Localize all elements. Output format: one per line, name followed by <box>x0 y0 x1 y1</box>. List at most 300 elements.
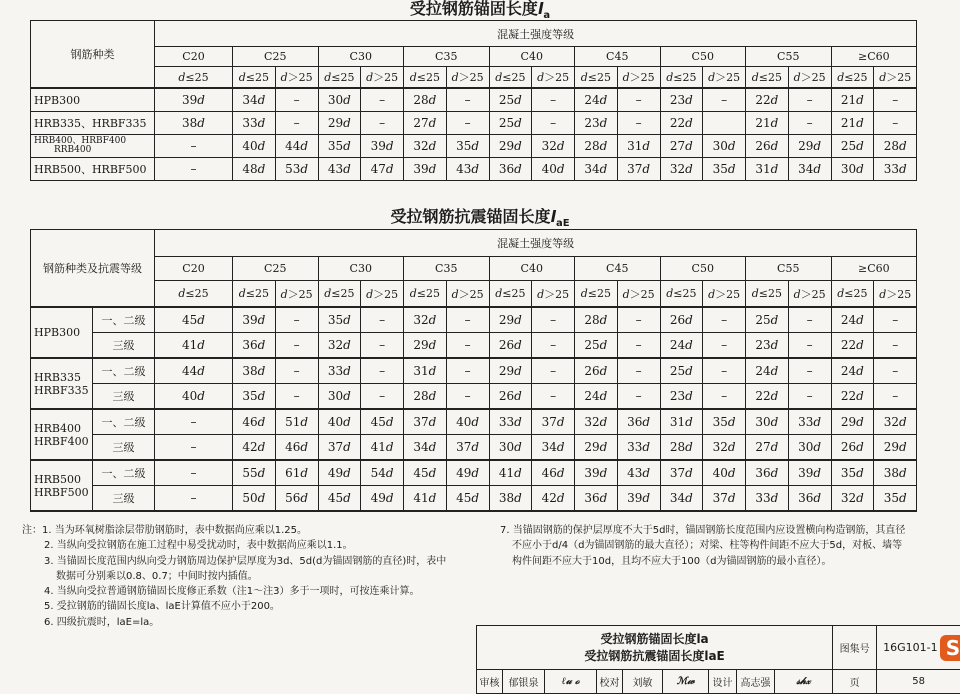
anchorage-value: 35d <box>233 384 276 410</box>
anchorage-value: – <box>703 333 746 359</box>
bar-type-label: HRB400、HRBF400 RRB400 <box>31 135 155 158</box>
bar-type-header: 钢筋种类 <box>31 21 155 89</box>
bar-type-label: HRB335、HRBF335 <box>31 112 155 135</box>
anchorage-value: 40d <box>233 135 276 158</box>
anchorage-value: – <box>874 307 917 333</box>
grade-8: ≥C60 <box>831 257 917 281</box>
anchorage-value: 49d <box>361 486 404 512</box>
notes-right <box>478 523 908 569</box>
anchorage-value: – <box>788 333 831 359</box>
table1-title: 受拉钢筋锚固长度$l_a$ <box>409 0 551 22</box>
anchorage-value: 24d <box>831 307 874 333</box>
diameter-gt-25: d＞25 <box>275 281 318 308</box>
anchorage-value: 31d <box>746 158 789 181</box>
diameter-gt-25: d＞25 <box>361 281 404 308</box>
table-row <box>31 158 917 181</box>
anchorage-value: 25d <box>831 135 874 158</box>
anchorage-value: 25d <box>660 358 703 384</box>
seismic-level-label: 三级 <box>93 486 155 512</box>
anchorage-value: 39d <box>788 460 831 486</box>
anchorage-value: 33d <box>874 158 917 181</box>
anchorage-value: – <box>275 333 318 359</box>
grade-7: C55 <box>746 47 832 67</box>
anchorage-value: 23d <box>575 112 618 135</box>
anchorage-value: 41d <box>404 486 447 512</box>
anchorage-value: – <box>275 112 318 135</box>
anchorage-value: – <box>275 307 318 333</box>
table-row <box>31 384 917 410</box>
seismic-level-label: 一、二级 <box>93 409 155 435</box>
diameter-gt-25: d＞25 <box>532 67 575 89</box>
anchorage-value: 25d <box>575 333 618 359</box>
designer-signature: 𝓈𝒽𝓍 <box>775 670 833 694</box>
bar-type-label: HRB400 HRBF400 <box>31 409 93 460</box>
anchorage-value: – <box>275 358 318 384</box>
anchorage-value: 22d <box>831 333 874 359</box>
note-item: 5. 受拉钢筋的锚固长度la、laE计算值不应小于200。 <box>44 601 280 613</box>
note-item: 2. 当纵向受拉钢筋在施工过程中易受扰动时，表中数据尚应乘以1.1。 <box>44 540 353 552</box>
anchorage-value: 30d <box>318 88 361 112</box>
note-item: 6. 四级抗震时，laE=la。 <box>44 616 160 628</box>
page-number: 58 <box>877 670 960 694</box>
anchorage-value: 33d <box>489 409 532 435</box>
sogou-logo-icon: S <box>940 635 960 661</box>
checker-signature: ℳ𝓌 <box>663 670 709 694</box>
atlas-label: 图集号 <box>833 626 877 670</box>
anchorage-value: – <box>361 307 404 333</box>
anchorage-value: 28d <box>404 384 447 410</box>
anchorage-value: 36d <box>746 460 789 486</box>
diameter-gt-25: d＞25 <box>788 281 831 308</box>
anchorage-value: 36d <box>489 158 532 181</box>
anchorage-value: 37d <box>703 486 746 512</box>
anchorage-value: 29d <box>489 135 532 158</box>
diameter-gt-25: d＞25 <box>532 281 575 308</box>
anchorage-value: 24d <box>660 333 703 359</box>
anchorage-value: 34d <box>404 435 447 461</box>
anchorage-value: 43d <box>446 158 489 181</box>
diameter-gt-25: d＞25 <box>275 67 318 89</box>
anchorage-value: 36d <box>788 486 831 512</box>
anchorage-value: 26d <box>489 333 532 359</box>
anchorage-value: 40d <box>318 409 361 435</box>
anchorage-value: – <box>446 112 489 135</box>
anchorage-value: 29d <box>874 435 917 461</box>
anchorage-value: 46d <box>532 460 575 486</box>
anchorage-value: 33d <box>617 435 660 461</box>
anchorage-value: 31d <box>660 409 703 435</box>
anchorage-value: – <box>874 333 917 359</box>
anchorage-value: – <box>155 486 233 512</box>
anchorage-value: 26d <box>831 435 874 461</box>
anchorage-value: 34d <box>660 486 703 512</box>
anchorage-value: 24d <box>575 88 618 112</box>
seismic-level-label: 一、二级 <box>93 460 155 486</box>
page-label: 页 <box>833 670 877 694</box>
anchorage-value: – <box>155 409 233 435</box>
anchorage-value: 38d <box>233 358 276 384</box>
bar-type-header: 钢筋种类及抗震等级 <box>31 230 155 308</box>
anchorage-value: – <box>703 88 746 112</box>
anchorage-value: – <box>788 307 831 333</box>
diameter-le-25: d≤25 <box>318 281 361 308</box>
anchorage-value: – <box>532 384 575 410</box>
anchorage-value: 34d <box>575 158 618 181</box>
anchorage-value: 45d <box>318 486 361 512</box>
anchorage-value: 50d <box>233 486 276 512</box>
anchorage-value: 39d <box>361 135 404 158</box>
anchorage-value: 29d <box>318 112 361 135</box>
diameter-le-25: d≤25 <box>660 67 703 89</box>
anchorage-value: 32d <box>575 409 618 435</box>
diameter-le-25: d≤25 <box>831 67 874 89</box>
anchorage-value: 26d <box>489 384 532 410</box>
anchorage-value: 38d <box>155 112 233 135</box>
anchorage-value: 22d <box>660 112 703 135</box>
drawing-title-block <box>476 625 960 694</box>
anchorage-value: 32d <box>831 486 874 512</box>
anchorage-length-table <box>30 20 917 181</box>
anchorage-value: 36d <box>575 486 618 512</box>
diameter-le-25: d≤25 <box>233 281 276 308</box>
anchorage-value: 40d <box>155 384 233 410</box>
diameter-gt-25: d＞25 <box>361 67 404 89</box>
diameter-gt-25: d＞25 <box>617 67 660 89</box>
anchorage-value: 35d <box>703 409 746 435</box>
table2-title: 受拉钢筋抗震锚固长度$l_{aE}$ <box>390 207 570 230</box>
anchorage-value: 30d <box>318 384 361 410</box>
anchorage-value: – <box>275 88 318 112</box>
anchorage-value: – <box>446 358 489 384</box>
anchorage-value: 37d <box>617 158 660 181</box>
anchorage-value: 35d <box>318 307 361 333</box>
anchorage-value: 32d <box>404 135 447 158</box>
anchorage-value: 34d <box>233 88 276 112</box>
anchorage-value: 48d <box>233 158 276 181</box>
seismic-level-label: 三级 <box>93 333 155 359</box>
grade-5: C45 <box>575 257 661 281</box>
anchorage-value: 32d <box>532 135 575 158</box>
anchorage-value: 29d <box>831 409 874 435</box>
seismic-level-label: 三级 <box>93 384 155 410</box>
anchorage-value: 39d <box>575 460 618 486</box>
anchorage-value: 33d <box>318 358 361 384</box>
anchorage-value: 27d <box>746 435 789 461</box>
grade-5: C45 <box>575 47 661 67</box>
bar-type-label: HRB500、HRBF500 <box>31 158 155 181</box>
anchorage-value: 25d <box>489 112 532 135</box>
diameter-gt-25: d＞25 <box>617 281 660 308</box>
diameter-gt-25: d＞25 <box>788 67 831 89</box>
note-item: 4. 当纵向受拉普通钢筋锚固长度修正系数（注1～注3）多于一项时，可按连乘计算。 <box>44 586 420 598</box>
diameter-le-25: d≤25 <box>575 67 618 89</box>
anchorage-value: 24d <box>575 384 618 410</box>
anchorage-value: – <box>617 112 660 135</box>
anchorage-value: 22d <box>746 88 789 112</box>
grade-8: ≥C60 <box>831 47 917 67</box>
table-row <box>31 88 917 112</box>
anchorage-value: – <box>155 460 233 486</box>
anchorage-value: 42d <box>532 486 575 512</box>
anchorage-value: – <box>617 307 660 333</box>
anchorage-value: 33d <box>788 409 831 435</box>
note-item: 7. 当锚固钢筋的保护层厚度不大于5d时，锚固钢筋长度范围内应设置横向构造钢筋，其直径不应小于d/4（d为锚固钢筋的最大直径）；对梁、柱等构件间距不应大于5d，对板、墙等构件间距不应大于10d，且均不应大于100（d为锚固钢筋的最小直径）。 <box>500 525 906 567</box>
anchorage-value: 34d <box>788 158 831 181</box>
anchorage-value: 28d <box>575 135 618 158</box>
anchorage-value: – <box>788 358 831 384</box>
grade-7: C55 <box>746 257 832 281</box>
anchorage-value: 33d <box>233 112 276 135</box>
anchorage-value: 32d <box>404 307 447 333</box>
anchorage-value: – <box>788 112 831 135</box>
anchorage-value: 44d <box>275 135 318 158</box>
anchorage-value: 32d <box>874 409 917 435</box>
grade-2: C30 <box>318 47 404 67</box>
bar-type-label: HPB300 <box>31 88 155 112</box>
anchorage-value: 49d <box>318 460 361 486</box>
anchorage-value: 28d <box>660 435 703 461</box>
seismic-level-label: 一、二级 <box>93 307 155 333</box>
anchorage-value: 61d <box>275 460 318 486</box>
diameter-le-25: d≤25 <box>155 281 233 308</box>
anchorage-value: 49d <box>446 460 489 486</box>
anchorage-value: 40d <box>703 460 746 486</box>
anchorage-value: 45d <box>404 460 447 486</box>
diameter-le-25: d≤25 <box>831 281 874 308</box>
table-row <box>31 112 917 135</box>
anchorage-value: – <box>874 358 917 384</box>
grade-2: C30 <box>318 257 404 281</box>
diameter-gt-25: d＞25 <box>874 281 917 308</box>
design-label: 设计 <box>709 670 737 694</box>
anchorage-value: 40d <box>446 409 489 435</box>
anchorage-value: 31d <box>404 358 447 384</box>
diameter-le-25: d≤25 <box>746 281 789 308</box>
table-row <box>31 135 917 158</box>
anchorage-value: – <box>617 384 660 410</box>
anchorage-value: – <box>617 358 660 384</box>
anchorage-value: – <box>703 384 746 410</box>
diameter-gt-25: d＞25 <box>874 67 917 89</box>
diameter-le-25: d≤25 <box>155 67 233 89</box>
anchorage-value: – <box>617 88 660 112</box>
anchorage-value: 37d <box>318 435 361 461</box>
concrete-grade-header: 混凝土强度等级 <box>155 230 917 257</box>
anchorage-value: 21d <box>831 88 874 112</box>
concrete-grade-header: 混凝土强度等级 <box>155 21 917 47</box>
anchorage-value: 44d <box>155 358 233 384</box>
anchorage-value: – <box>703 307 746 333</box>
grade-4: C40 <box>489 47 575 67</box>
anchorage-value: 30d <box>831 158 874 181</box>
review-label: 审核 <box>477 670 503 694</box>
anchorage-value: 21d <box>746 112 789 135</box>
anchorage-value: – <box>874 112 917 135</box>
anchorage-value: 35d <box>874 486 917 512</box>
grade-6: C50 <box>660 47 746 67</box>
diameter-le-25: d≤25 <box>489 281 532 308</box>
anchorage-value: – <box>155 435 233 461</box>
anchorage-value: 51d <box>275 409 318 435</box>
anchorage-value: 24d <box>746 358 789 384</box>
anchorage-value: 28d <box>575 307 618 333</box>
anchorage-value: – <box>361 112 404 135</box>
seismic-level-label: 三级 <box>93 435 155 461</box>
bar-type-label: HRB335 HRBF335 <box>31 358 93 409</box>
anchorage-value: 30d <box>788 435 831 461</box>
seismic-anchorage-length-table <box>30 229 917 512</box>
anchorage-value: – <box>446 88 489 112</box>
anchorage-value: 25d <box>746 307 789 333</box>
anchorage-value: – <box>788 88 831 112</box>
anchorage-value: 46d <box>275 435 318 461</box>
reviewer-name: 郁银泉 <box>503 670 545 694</box>
table-row <box>31 435 917 461</box>
diameter-le-25: d≤25 <box>233 67 276 89</box>
table-row <box>31 409 917 435</box>
anchorage-value: 39d <box>404 158 447 181</box>
anchorage-value: – <box>361 358 404 384</box>
anchorage-value: 53d <box>275 158 318 181</box>
anchorage-value: 31d <box>617 135 660 158</box>
anchorage-value: 40d <box>532 158 575 181</box>
anchorage-value: 22d <box>831 384 874 410</box>
anchorage-value: 27d <box>660 135 703 158</box>
anchorage-value: 37d <box>660 460 703 486</box>
seismic-level-label: 一、二级 <box>93 358 155 384</box>
anchorage-value: – <box>788 384 831 410</box>
anchorage-value: 35d <box>318 135 361 158</box>
anchorage-value: – <box>532 112 575 135</box>
anchorage-value: 35d <box>446 135 489 158</box>
anchorage-value: 47d <box>361 158 404 181</box>
anchorage-value: – <box>361 333 404 359</box>
anchorage-value: 24d <box>831 358 874 384</box>
anchorage-value: 33d <box>746 486 789 512</box>
anchorage-value: 29d <box>575 435 618 461</box>
bar-type-label: HRB500 HRBF500 <box>31 460 93 511</box>
anchorage-value: – <box>155 135 233 158</box>
anchorage-value: 23d <box>746 333 789 359</box>
anchorage-value: 29d <box>788 135 831 158</box>
anchorage-value: 26d <box>746 135 789 158</box>
anchorage-value: 36d <box>617 409 660 435</box>
anchorage-value: 45d <box>155 307 233 333</box>
anchorage-value: – <box>874 384 917 410</box>
anchorage-value: 30d <box>703 135 746 158</box>
anchorage-value: – <box>874 88 917 112</box>
anchorage-value: 41d <box>155 333 233 359</box>
diameter-le-25: d≤25 <box>404 67 447 89</box>
anchorage-value: 43d <box>318 158 361 181</box>
anchorage-value: 23d <box>660 88 703 112</box>
anchorage-value: 38d <box>489 486 532 512</box>
anchorage-value: 27d <box>404 112 447 135</box>
diameter-le-25: d≤25 <box>318 67 361 89</box>
anchorage-value: 32d <box>318 333 361 359</box>
anchorage-value: 42d <box>233 435 276 461</box>
anchorage-value: 45d <box>446 486 489 512</box>
table-row <box>31 307 917 333</box>
diameter-gt-25: d＞25 <box>703 281 746 308</box>
atlas-number: 16G101-1 <box>877 626 960 670</box>
anchorage-value: 21d <box>831 112 874 135</box>
title-block-heading: 受拉钢筋锚固长度la 受拉钢筋抗震锚固长度laE <box>477 626 833 670</box>
anchorage-value: – <box>532 333 575 359</box>
designer-name: 高志强 <box>737 670 775 694</box>
grade-4: C40 <box>489 257 575 281</box>
anchorage-value: 37d <box>532 409 575 435</box>
anchorage-value: – <box>361 88 404 112</box>
note-item: 注：1. 当为环氧树脂涂层带肋钢筋时，表中数据尚应乘以1.25。 <box>22 525 307 536</box>
anchorage-value: 55d <box>233 460 276 486</box>
table-row <box>31 460 917 486</box>
reviewer-signature: ℓ𝓊 ℴ <box>545 670 597 694</box>
anchorage-value: 39d <box>233 307 276 333</box>
anchorage-value: 39d <box>617 486 660 512</box>
table-row <box>31 486 917 512</box>
anchorage-value: 37d <box>404 409 447 435</box>
anchorage-value: – <box>275 384 318 410</box>
anchorage-value: – <box>446 333 489 359</box>
grade-1: C25 <box>233 47 319 67</box>
anchorage-value: 29d <box>489 307 532 333</box>
diameter-le-25: d≤25 <box>575 281 618 308</box>
anchorage-value: 22d <box>746 384 789 410</box>
grade-3: C35 <box>404 257 490 281</box>
diameter-gt-25: d＞25 <box>446 281 489 308</box>
anchorage-value: 32d <box>660 158 703 181</box>
anchorage-value: 26d <box>660 307 703 333</box>
diameter-le-25: d≤25 <box>660 281 703 308</box>
anchorage-value: 29d <box>404 333 447 359</box>
anchorage-value: 43d <box>617 460 660 486</box>
check-label: 校对 <box>597 670 623 694</box>
anchorage-value: 36d <box>233 333 276 359</box>
anchorage-value: – <box>703 358 746 384</box>
anchorage-value <box>703 112 746 135</box>
anchorage-value: – <box>446 384 489 410</box>
anchorage-value: 30d <box>489 435 532 461</box>
anchorage-value: 26d <box>575 358 618 384</box>
anchorage-value: – <box>532 358 575 384</box>
diameter-gt-25: d＞25 <box>703 67 746 89</box>
anchorage-value: 30d <box>746 409 789 435</box>
anchorage-value: – <box>155 158 233 181</box>
anchorage-value: 35d <box>831 460 874 486</box>
anchorage-value: – <box>361 384 404 410</box>
grade-6: C50 <box>660 257 746 281</box>
grade-1: C25 <box>233 257 319 281</box>
anchorage-value: 41d <box>361 435 404 461</box>
anchorage-value: 39d <box>155 88 233 112</box>
notes-left <box>22 523 452 630</box>
anchorage-value: 28d <box>874 135 917 158</box>
bar-type-label: HPB300 <box>31 307 93 358</box>
anchorage-value: 23d <box>660 384 703 410</box>
diameter-le-25: d≤25 <box>746 67 789 89</box>
grade-0: C20 <box>155 47 233 67</box>
anchorage-value: 46d <box>233 409 276 435</box>
diameter-gt-25: d＞25 <box>446 67 489 89</box>
note-item: 3. 当锚固长度范围内纵向受力钢筋周边保护层厚度为3d、5d(d为锚固钢筋的直径)时，表中数据可分别乘以0.8、0.7；中间时按内插值。 <box>44 555 447 582</box>
anchorage-value: 45d <box>361 409 404 435</box>
anchorage-value: 54d <box>361 460 404 486</box>
anchorage-value: 56d <box>275 486 318 512</box>
anchorage-value: 34d <box>532 435 575 461</box>
grade-3: C35 <box>404 47 490 67</box>
anchorage-value: 25d <box>489 88 532 112</box>
